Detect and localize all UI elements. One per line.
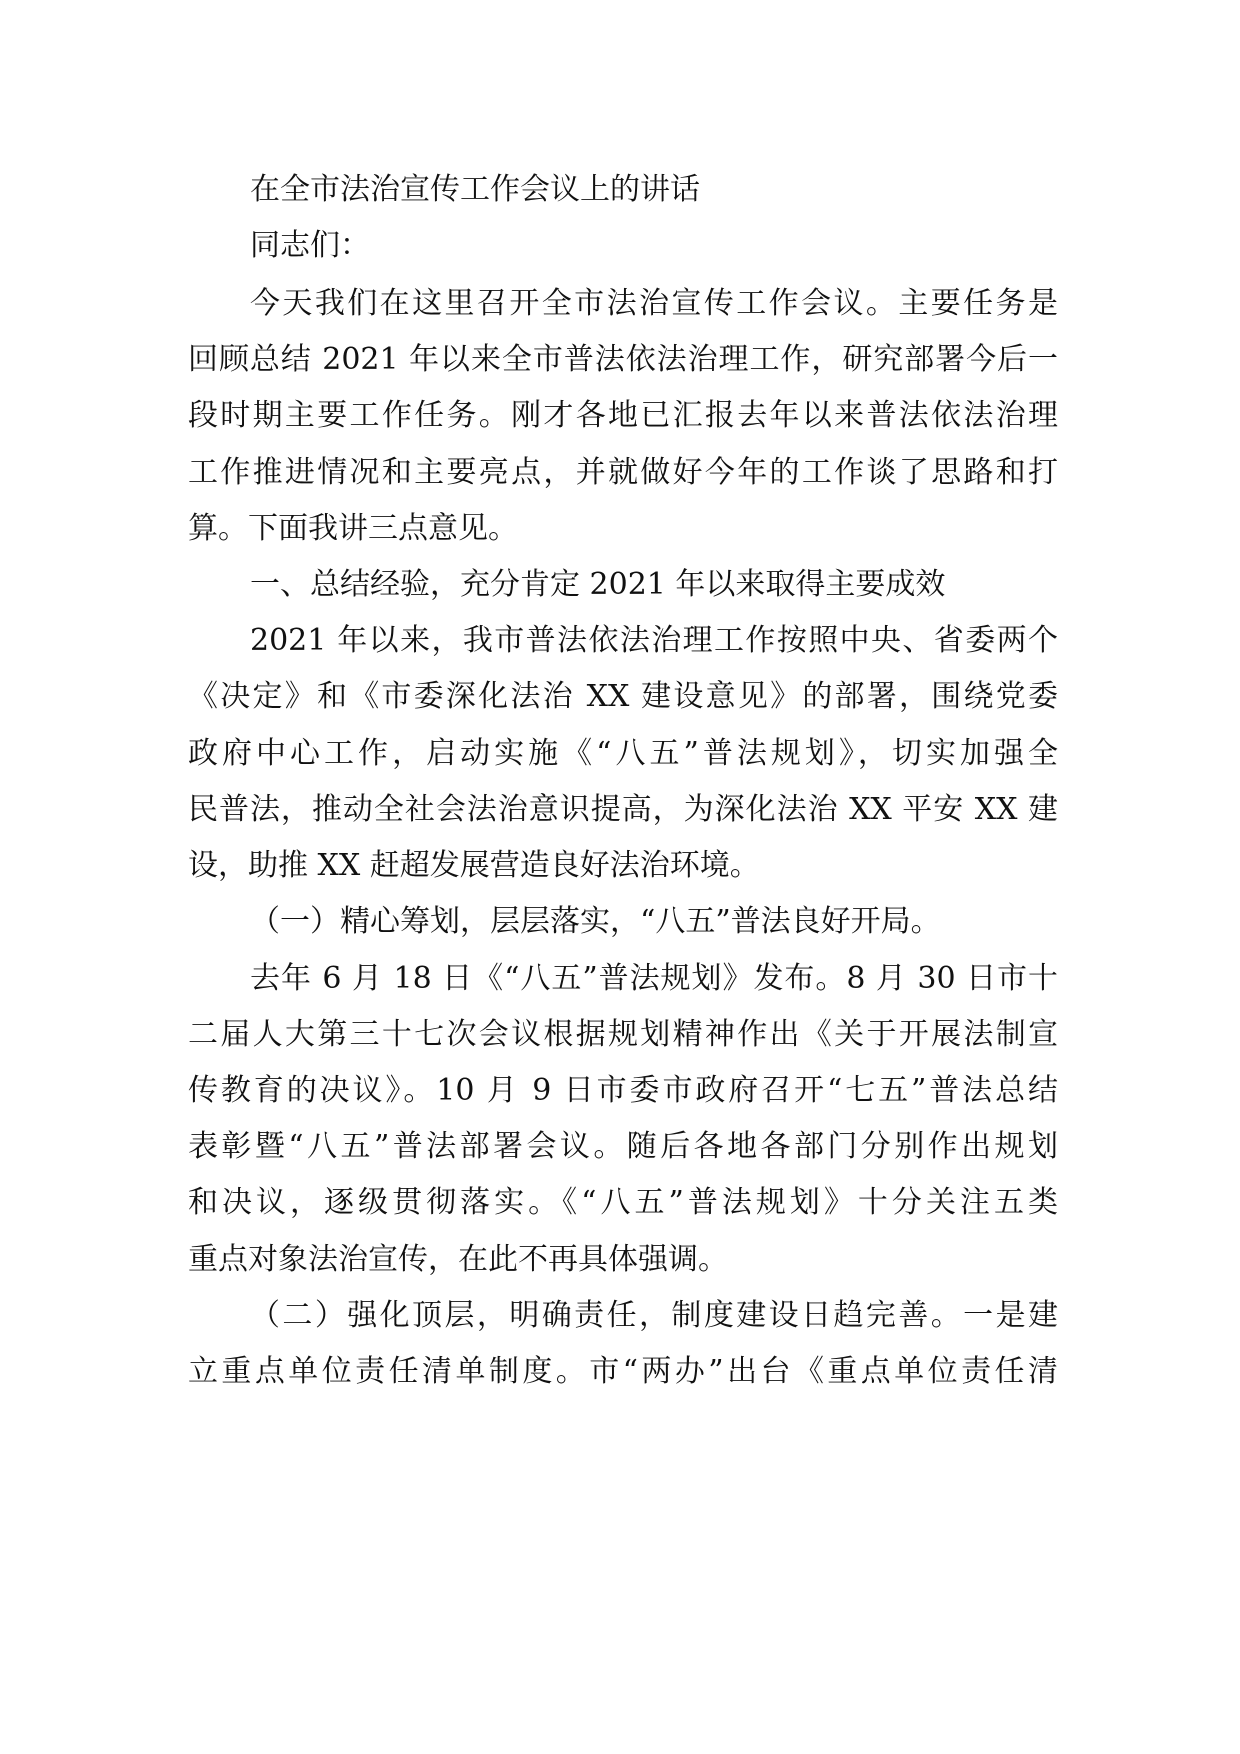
paragraph-line: 今天我们在这里召开全市法治宣传工作会议。主要任务是 [250,286,1058,321]
salutation: 同志们： [250,228,370,263]
paragraph-line: 政府中心工作，启动实施《“八五”普法规划》，切实加强全 [188,736,1058,771]
paragraph-line: 和决议，逐级贯彻落实。《“八五”普法规划》十分关注五类 [188,1185,1058,1220]
paragraph-line: 设，助推 XX 赶超发展营造良好法治环境。 [188,848,760,883]
paragraph-line: 《决定》和《市委深化法治 XX 建设意见》的部署，围绕党委 [188,679,1058,714]
paragraph-line: 二届人大第三十七次会议根据规划精神作出《关于开展法制宣 [188,1017,1058,1052]
paragraph-line: 表彰暨“八五”普法部署会议。随后各地各部门分别作出规划 [188,1129,1058,1164]
paragraph-line: 去年 6 月 18 日《“八五”普法规划》发布。8 月 30 日市十 [250,961,1058,996]
paragraph-line: 2021 年以来，我市普法依法治理工作按照中央、省委两个 [250,623,1058,658]
paragraph-line: 工作推进情况和主要亮点，并就做好今年的工作谈了思路和打 [188,455,1058,490]
paragraph-line: 算。下面我讲三点意见。 [188,511,518,546]
paragraph-line: 立重点单位责任清单制度。市“两办”出台《重点单位责任清 [188,1354,1058,1389]
subsection-heading: （一）精心筹划，层层落实，“八五”普法良好开局。 [250,904,941,939]
paragraph-line: 传教育的决议》。10 月 9 日市委市政府召开“七五”普法总结 [188,1073,1058,1108]
paragraph-line: 重点对象法治宣传，在此不再具体强调。 [188,1242,728,1277]
paragraph-line: （二）强化顶层，明确责任，制度建设日趋完善。一是建 [250,1298,1058,1333]
section-heading: 一、总结经验，充分肯定 2021 年以来取得主要成效 [250,567,946,602]
paragraph-line: 民普法，推动全社会法治意识提高，为深化法治 XX 平安 XX 建 [188,792,1058,827]
paragraph-line: 回顾总结 2021 年以来全市普法依法治理工作，研究部署今后一 [188,342,1058,377]
document-title: 在全市法治宣传工作会议上的讲话 [250,172,700,207]
paragraph-line: 段时期主要工作任务。刚才各地已汇报去年以来普法依法治理 [188,398,1058,433]
